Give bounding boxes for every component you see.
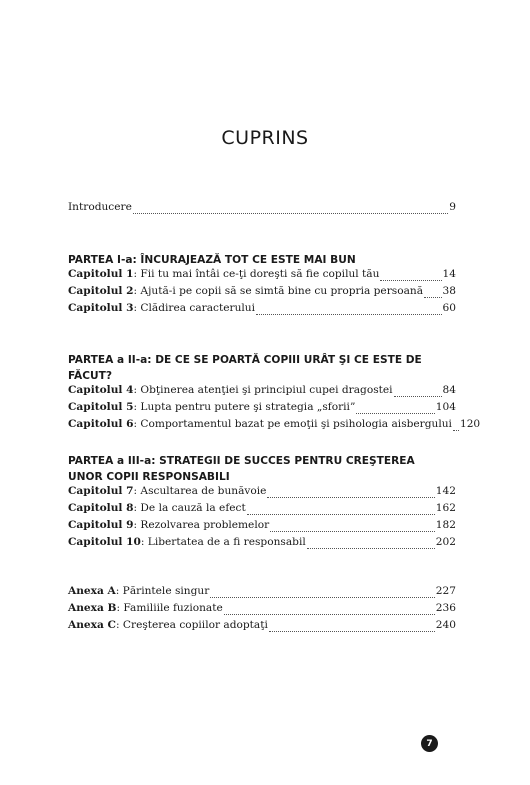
part-heading-line-1: PARTEA a III-a: STRATEGII DE SUCCES PENTRU CREŞTEREA — [68, 455, 415, 467]
entry-label: Anexa A: Părintele singur — [68, 585, 210, 597]
leader-dots — [267, 496, 434, 498]
entry-label: Introducere — [68, 201, 132, 213]
leader-dots — [424, 296, 441, 298]
entry-label: Capitolul 1: Fii tu mai întâi ce-ţi doreşti să fie copilul tău — [68, 268, 380, 280]
entry-label: Capitolul 10: Libertatea de a fi responsabil — [68, 536, 306, 548]
leader-dots — [133, 212, 448, 214]
leader-dots — [453, 429, 459, 431]
toc-part-1 — [68, 252, 456, 319]
toc-part-3 — [68, 453, 456, 553]
leader-dots — [269, 630, 435, 632]
toc-part-2 — [68, 352, 481, 435]
entry-label: Anexa C: Creşterea copiilor adoptaţi — [68, 619, 268, 631]
leader-dots — [247, 513, 435, 515]
entry-page: 240 — [435, 619, 456, 631]
toc-entry[interactable] — [68, 619, 456, 636]
part-heading: PARTEA a II-a: DE CE SE POARTĂ COPIII URÂT ŞI CE ESTE DE FĂCUT? — [68, 354, 422, 382]
entry-label: Capitolul 7: Ascultarea de bunăvoie — [68, 485, 267, 497]
page-title: CUPRINS — [221, 127, 309, 149]
page-number-badge: 7 — [421, 735, 438, 752]
entry-page: 236 — [435, 602, 456, 614]
entry-page: 227 — [435, 585, 456, 597]
part-heading: PARTEA I-a: ÎNCURAJEAZĂ TOT CE ESTE MAI BUN — [68, 254, 356, 266]
entry-page: 162 — [435, 502, 456, 514]
entry-label: Capitolul 6: Comportamentul bazat pe emoţii şi psihologia aisbergului — [68, 418, 452, 430]
leader-dots — [356, 412, 434, 414]
toc-entry[interactable] — [68, 485, 456, 502]
entry-page: 38 — [442, 285, 456, 297]
entry-page: 84 — [442, 384, 456, 396]
entry-label: Capitolul 3: Clădirea caracterului — [68, 302, 256, 314]
entry-page: 182 — [435, 519, 456, 531]
entry-label: Capitolul 4: Obţinerea atenţiei şi principiul cupei dragostei — [68, 384, 393, 396]
toc-entry[interactable] — [68, 285, 456, 302]
leader-dots — [307, 547, 435, 549]
leader-dots — [270, 530, 435, 532]
entry-page: 60 — [442, 302, 456, 314]
toc-entry[interactable] — [68, 585, 456, 602]
leader-dots — [224, 613, 435, 615]
toc-entry[interactable] — [68, 384, 456, 401]
entry-page: 104 — [435, 401, 456, 413]
toc-entry[interactable] — [68, 201, 456, 218]
toc-annexes — [68, 585, 456, 636]
leader-dots — [394, 395, 442, 397]
toc-entry[interactable] — [68, 418, 481, 435]
entry-page: 14 — [442, 268, 456, 280]
toc-entry[interactable] — [68, 502, 456, 519]
entry-page: 9 — [449, 201, 456, 213]
entry-label: Capitolul 5: Lupta pentru putere şi strategia „sforii” — [68, 401, 356, 413]
leader-dots — [256, 313, 442, 315]
leader-dots — [210, 596, 434, 598]
toc-entry[interactable] — [68, 519, 456, 536]
entry-page: 202 — [435, 536, 456, 548]
toc-entry[interactable] — [68, 302, 456, 319]
part-heading-line-2: UNOR COPII RESPONSABILI — [68, 471, 230, 483]
leader-dots — [380, 279, 441, 281]
toc-intro — [68, 201, 456, 218]
entry-label: Capitolul 8: De la cauză la efect — [68, 502, 246, 514]
entry-page: 142 — [435, 485, 456, 497]
toc-entry[interactable] — [68, 602, 456, 619]
entry-label: Anexa B: Familiile fuzionate — [68, 602, 223, 614]
toc-entry[interactable] — [68, 401, 456, 418]
entry-label: Capitolul 9: Rezolvarea problemelor — [68, 519, 270, 531]
entry-page: 120 — [459, 418, 481, 430]
toc-entry[interactable] — [68, 536, 456, 553]
toc-entry[interactable] — [68, 268, 456, 285]
entry-label: Capitolul 2: Ajută-i pe copii să se simtă bine cu propria persoană — [68, 285, 424, 297]
